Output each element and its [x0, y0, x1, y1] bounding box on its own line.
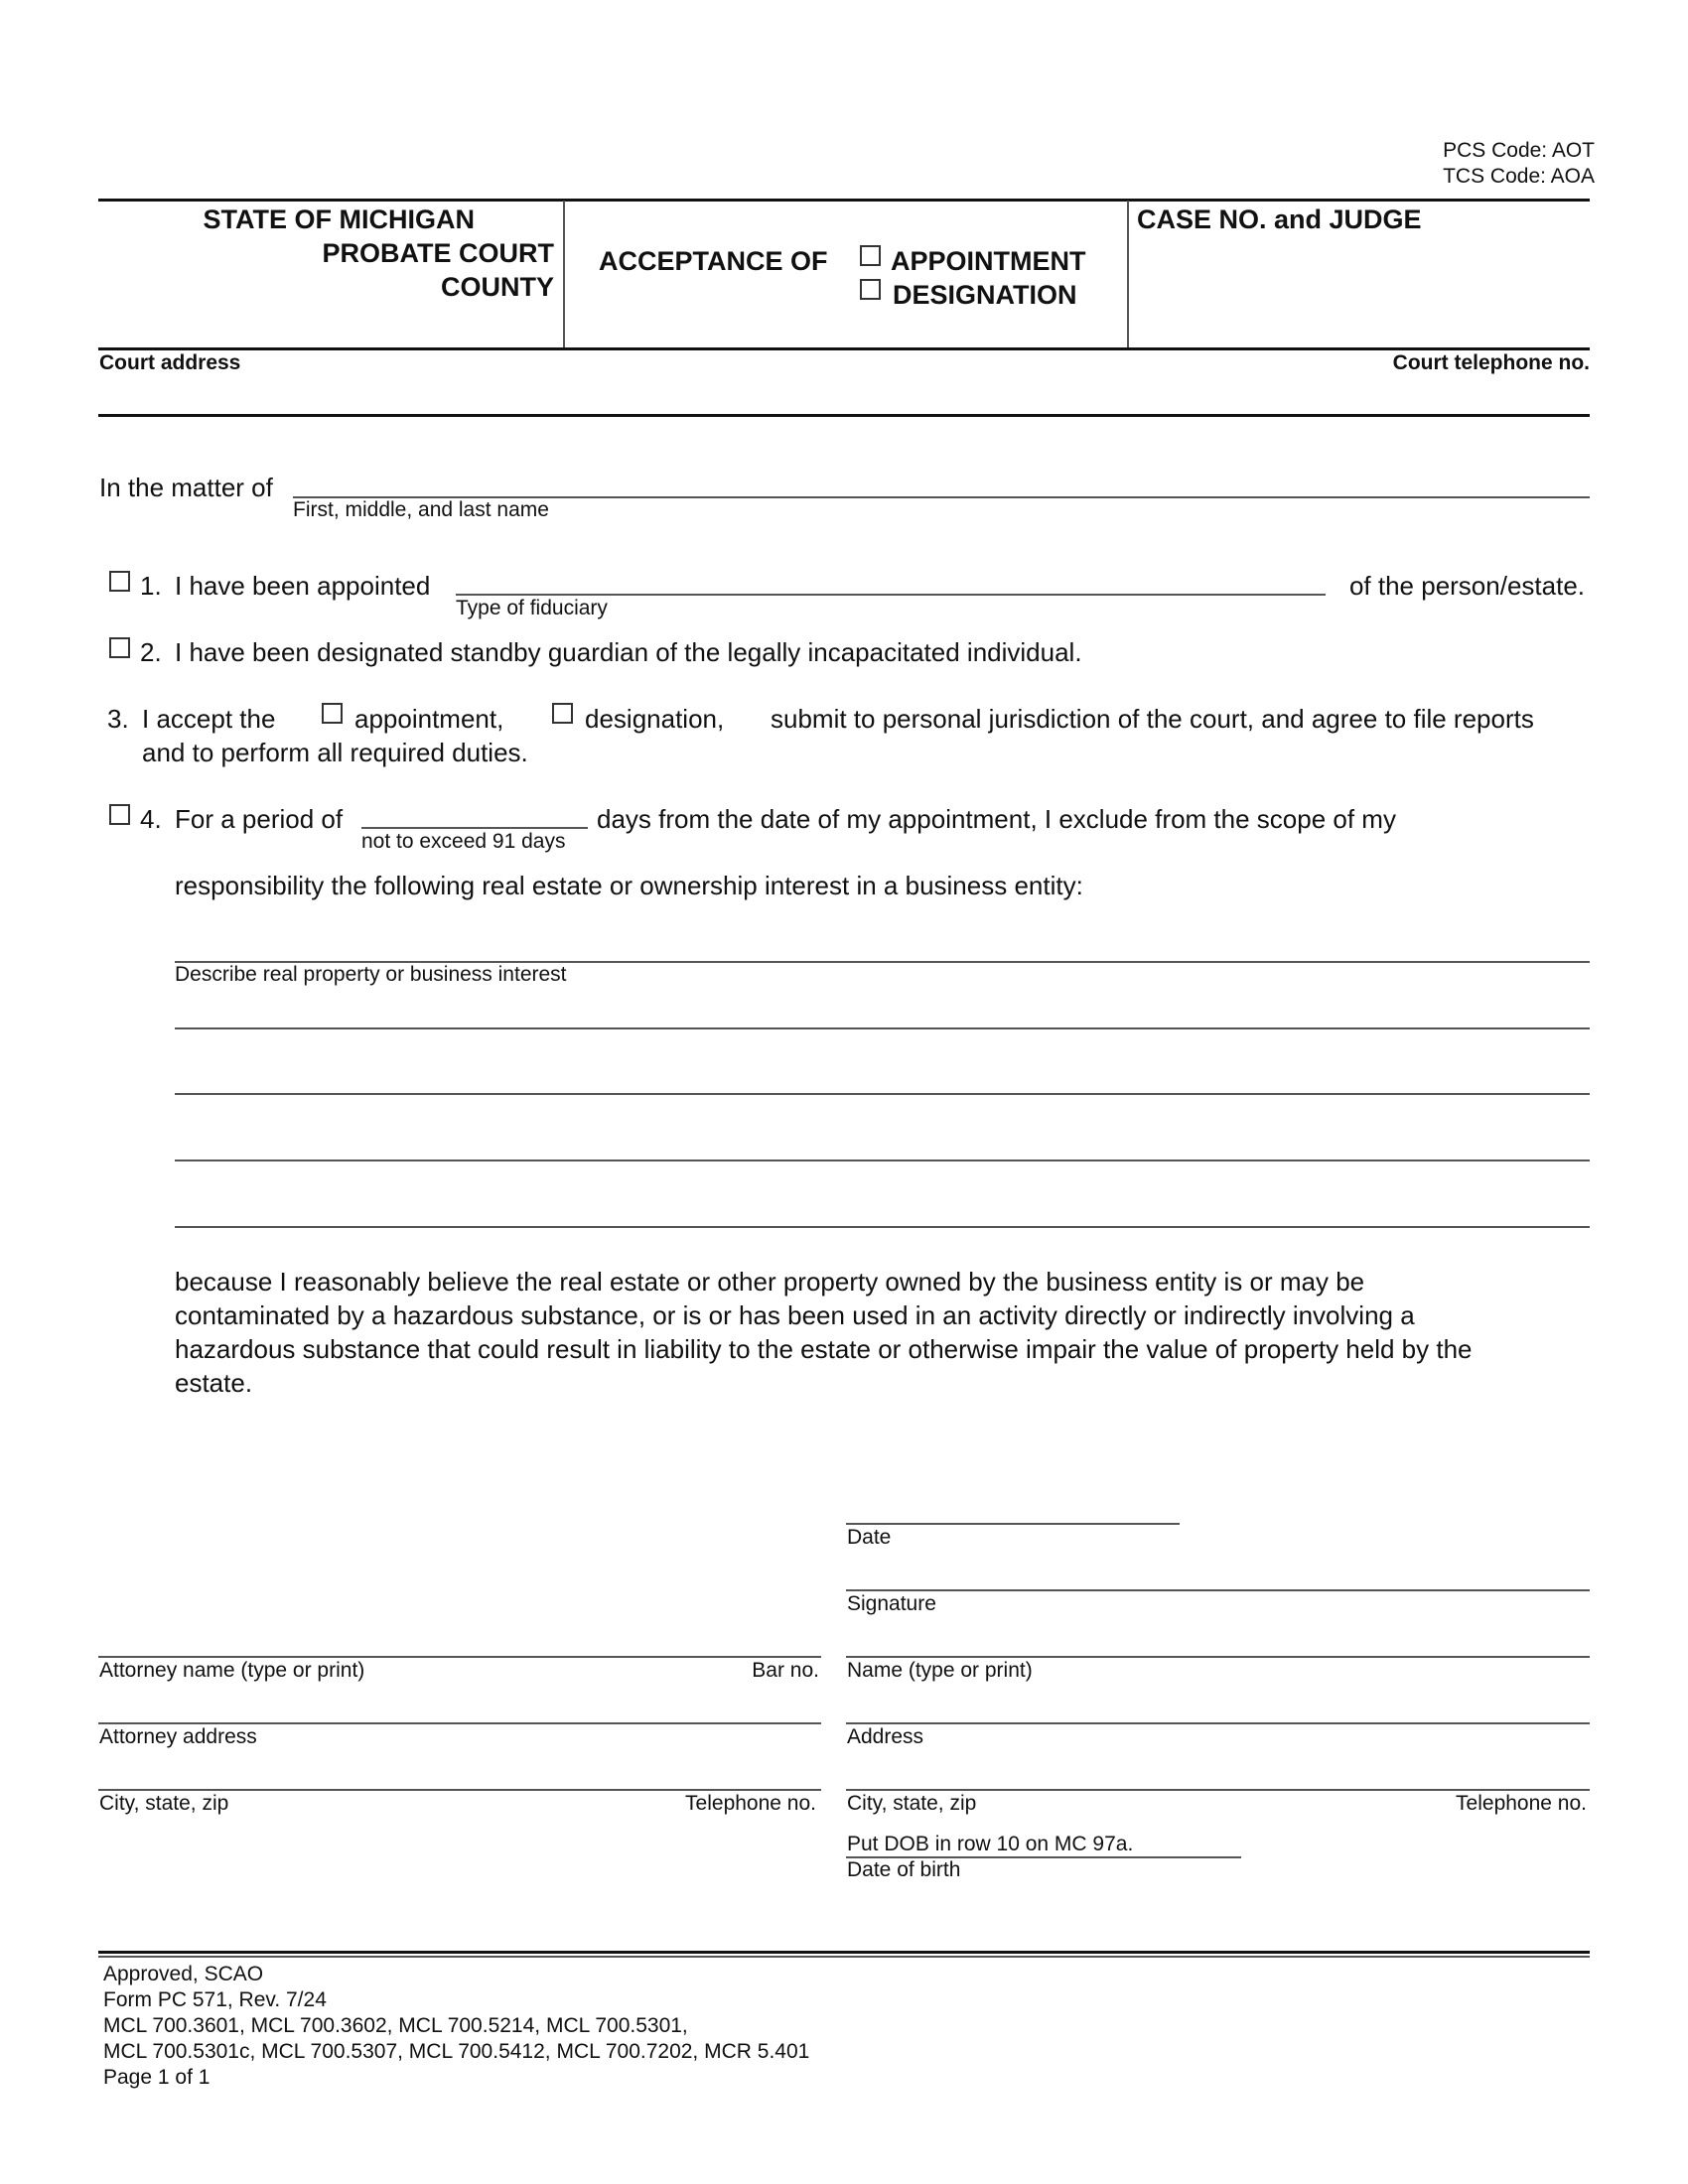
property-line-5[interactable] [175, 1226, 1590, 1228]
attorney-name-label: Attorney name (type or print) [99, 1659, 365, 1682]
tcs-code: TCS Code: AOA [1443, 165, 1595, 188]
dob-label: Date of birth [847, 1858, 961, 1881]
acceptance-of-label: ACCEPTANCE OF [599, 246, 828, 276]
footer-rule-2 [98, 1956, 1590, 1958]
property-sublabel: Describe real property or business interest [175, 963, 567, 986]
item3-number: 3. [107, 704, 129, 734]
appointment-checkbox[interactable] [860, 245, 881, 266]
date-field[interactable] [846, 1523, 1180, 1525]
appointment-option-label: APPOINTMENT [891, 246, 1086, 276]
attorney-address-label: Attorney address [99, 1725, 257, 1748]
item3-designation-checkbox[interactable] [552, 703, 573, 724]
attorney-name-field[interactable] [98, 1656, 821, 1658]
header-top-rule [98, 199, 1590, 202]
telephone-label: Telephone no. [1456, 1792, 1587, 1815]
because-line-1: because I reasonably believe the real estate or other property owned by the business entity is or may be [175, 1267, 1365, 1297]
attorney-city-field[interactable] [98, 1789, 821, 1791]
header-bottom-rule [98, 347, 1590, 350]
because-line-4: estate. [175, 1368, 253, 1398]
attorney-address-field[interactable] [98, 1722, 821, 1724]
matter-label: In the matter of [99, 473, 273, 502]
item3-prefix: I accept the [142, 704, 276, 734]
because-line-2: contaminated by a hazardous substance, or is or has been used in an activity directly or indirectly involving a [175, 1300, 1415, 1330]
footer-rule-1 [98, 1951, 1590, 1954]
address-field[interactable] [846, 1722, 1590, 1724]
court-telephone-label: Court telephone no. [1392, 351, 1590, 374]
city-field[interactable] [846, 1789, 1590, 1791]
item4-line2: responsibility the following real estate or ownership interest in a business entity: [175, 871, 1083, 900]
dob-note: Put DOB in row 10 on MC 97a. [847, 1833, 1134, 1855]
property-line-4[interactable] [175, 1160, 1590, 1161]
signature-label: Signature [847, 1592, 936, 1615]
designation-checkbox[interactable] [860, 279, 881, 300]
fiduciary-type-sublabel: Type of fiduciary [456, 597, 608, 619]
court-title: PROBATE COURT [322, 238, 554, 268]
item4-number: 4. [140, 804, 162, 834]
name-field[interactable] [846, 1656, 1590, 1658]
property-line-2[interactable] [175, 1027, 1590, 1029]
city-label: City, state, zip [847, 1792, 977, 1815]
bar-no-label: Bar no. [752, 1659, 819, 1682]
address-label: Address [847, 1725, 924, 1748]
days-field[interactable] [361, 827, 588, 829]
court-info-rule [98, 414, 1590, 417]
item2-checkbox[interactable] [109, 637, 130, 658]
footer-page: Page 1 of 1 [103, 2066, 211, 2089]
item3-appointment-checkbox[interactable] [322, 703, 343, 724]
attorney-telephone-label: Telephone no. [685, 1792, 816, 1815]
item3-designation-label: designation, [585, 704, 725, 734]
item1-suffix: of the person/estate. [1348, 571, 1585, 601]
designation-option-label: DESIGNATION [893, 280, 1077, 310]
days-sublabel: not to exceed 91 days [361, 830, 566, 853]
item3-text: submit to personal jurisdiction of the court, and agree to file reports [771, 704, 1534, 734]
item3-appointment-label: appointment, [354, 704, 504, 734]
property-line-3[interactable] [175, 1093, 1590, 1095]
item4-prefix: For a period of [175, 804, 344, 834]
attorney-city-label: City, state, zip [99, 1792, 229, 1815]
signature-field[interactable] [846, 1589, 1590, 1591]
matter-sublabel: First, middle, and last name [293, 498, 549, 521]
item1-number: 1. [140, 571, 162, 601]
item3-line2: and to perform all required duties. [142, 738, 528, 767]
header-divider-2 [1127, 201, 1129, 347]
county-title: COUNTY [441, 272, 554, 302]
fiduciary-type-field[interactable] [456, 594, 1326, 596]
state-title: STATE OF MICHIGAN [203, 205, 475, 234]
footer-mcl-1: MCL 700.3601, MCL 700.3602, MCL 700.5214, MCL 700.5301, [103, 2014, 688, 2037]
header-divider-1 [563, 201, 565, 347]
item1-text: I have been appointed [175, 571, 431, 601]
footer-approved: Approved, SCAO [103, 1963, 264, 1985]
footer-mcl-2: MCL 700.5301c, MCL 700.5307, MCL 700.5412, MCL 700.7202, MCR 5.401 [103, 2040, 810, 2063]
item2-number: 2. [140, 637, 162, 667]
item2-text: I have been designated standby guardian of the legally incapacitated individual. [175, 637, 1082, 667]
pcs-code: PCS Code: AOT [1443, 139, 1595, 162]
item4-text: days from the date of my appointment, I exclude from the scope of my [597, 804, 1396, 834]
footer-form: Form PC 571, Rev. 7/24 [103, 1988, 327, 2011]
because-line-3: hazardous substance that could result in liability to the estate or otherwise impair the value of property held by the [175, 1334, 1473, 1364]
date-label: Date [847, 1526, 892, 1549]
name-label: Name (type or print) [847, 1659, 1033, 1682]
item4-checkbox[interactable] [109, 804, 130, 825]
court-address-label: Court address [99, 351, 241, 374]
item1-checkbox[interactable] [109, 571, 130, 592]
case-no-label: CASE NO. and JUDGE [1137, 205, 1422, 234]
